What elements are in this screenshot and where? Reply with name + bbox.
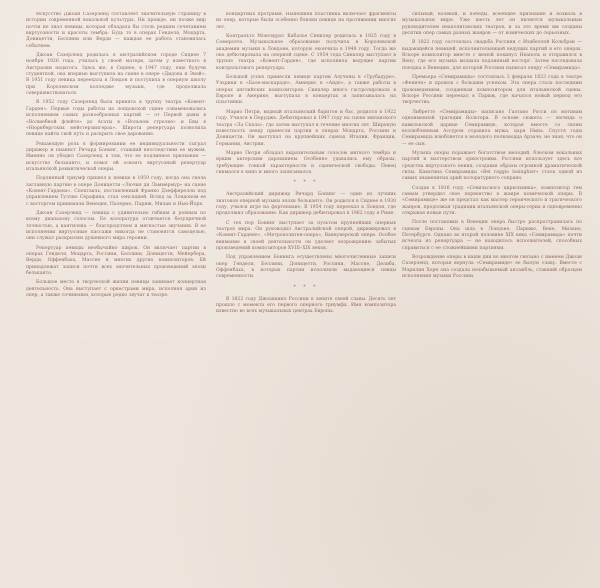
paragraph: Подлинный триумф пришел к певице в 1959 году, когда она спела заглавную партию в опере Доницетти «Лючия ди Ламмермур» на сцене «Ковент-Гардена». Спектакль, поставленный Франко Дзеффирелли под управлением Туллио Серафина, стал сенсацией. Вслед за Лондоном ее с восторгом принимали Венеция, Палермо, Париж, Милан и Нью-Йорк. <box>26 176 206 207</box>
paragraph: Марио Петри обладал выразительным голосом мягкого тембра и ярким актерским дарованием. Особенно удавались ему образы, требующие тонкой характерности и сценической свободы. Певец снимался в кино и много записывался. <box>216 150 396 175</box>
paragraph: В 1822 году Джоаккино Россини в зените своей славы. Десять лет прошло с момента его первого оперного триумфа. Имя композитора известно во всех музыкальных центрах Европы. <box>216 296 396 315</box>
text-column-right <box>402 12 582 578</box>
paragraph: В 1952 году Сазерленд была принята в труппу театра «Ковент-Гарден». Первые годы работы на лондонской сцене ознаменовались исполнением самых разнообразных партий — от Первой дамы в «Волшебной флейте» до Агаты в «Вольном стрелке» и Евы в «Нюрнбергских мейстерзингерах». Широта репертуара позволила певице найти свой путь и раскрыть свое дарование. <box>26 100 206 138</box>
paragraph: сильный, волевой, и победы, всеобщее признание и похвала в музыкальном мире. Уже шесть лет он является музыкальным руководителем неаполитанских театров, и за это время им созданы десятки опер самых разных жанров — от комических до серьезных. <box>402 12 582 37</box>
paragraph: концертных программ. Нынешняя пластинка включает фрагменты из опер, которые были особенно близки певице на протяжении многих лет. <box>216 12 396 30</box>
paragraph: Под управлением Бонинга осуществлены многочисленные записи опер Генделя, Беллини, Доницетти, Россини, Массне, Делиба, Оффенбаха, в которых партии исполняли выдающиеся певцы современности. <box>216 255 396 280</box>
paragraph: Репертуар певицы необычайно широк. Он включает партии в операх Генделя, Моцарта, Россини, Беллини, Доницетти, Мейербера, Верди, Оффенбаха, Массне и многих других композиторов. Ей принадлежат записи почти всех значительных произведений эпохи бельканто. <box>26 245 206 277</box>
paragraph: Контральто Монсеррат Кабалье Синклер родилась в 1925 году в Сомерсете. Музыкальное образование получила в Королевской академии музыки в Лондоне, которую окончила в 1948 году. Тогда же она дебютировала на оперной сцене. С 1954 года Синклер выступает в труппе театра «Ковент-Гарден», где исполнила ведущие партии контральтового репертуара. <box>216 34 396 71</box>
paragraph: В 1822 году состоялась свадьба Россини с Изабеллой Кольбран — выдающейся певицей, исполнительницей ведущих партий в его операх. Вскоре композитор вместе с женой покинул Неаполь и отправился в Вену, где его музыка вызвала подлинный восторг. Затем последовала поездка в Венецию, для которой Россини написал оперу «Семирамида». <box>402 40 582 71</box>
paragraph: Либретто «Семирамиды» написано Гаэтано Росси по мотивам одноименной трагедии Вольтера. В основе сюжета — легенда о вавилонской царице Семирамиде, которая вместе со своим возлюбленным Ассуром отравила мужа, царя Нина. Спустя годы Семирамида влюбляется в молодого полководца Арзаче, не зная, что он — ее сын. <box>402 109 582 147</box>
paragraph: С тех пор Бонинг выступает за пультом крупнейших оперных театров мира. Он руководил Австралийской оперой, дирижировал в «Ковент-Гардене», «Метрополитен-опера», Ванкуверской опере. Особое внимание в своей деятельности он уделяет возрождению забытых произведений композиторов XVIII–XIX веков. <box>216 220 396 251</box>
section-separator: * * * <box>293 180 319 186</box>
paragraph: Решающую роль в формировании ее индивидуальности сыграл дирижер и пианист Ричард Бонинг, ставший впоследствии ее мужем. Именно он убедил Сазерленд в том, что ее подлинное призвание — искусство бельканто, и помог ей освоить виртуозный репертуар итальянской романтической оперы. <box>26 141 206 172</box>
paragraph: Создав в 1816 году «Севильского цирюльника», композитор тем самым утвердил свое первенство в жанре комической оперы. В «Семирамиде» же он предстал как мастер героического и трагического жанров, продолжая традиции итальянской оперы-сериа и одновременно открывая новые пути. <box>402 185 582 216</box>
paragraph: Джоан Сазерленд — певица с удивительно гибким и ровным по всему диапазону голосом. Ее колоратура отличается безупречной точностью, а кантилена — благородством и мягкостью звучания. В ее исполнении виртуозные пассажи никогда не становятся самоцелью, они служат раскрытию душевного мира героини. <box>26 210 206 242</box>
paragraph: Музыка оперы поражает богатством мелодий, блеском вокальных партий и мастерством оркестровки. Россини использует здесь все средства виртуозного пения, создавая образы огромной драматической силы. Каватина Семирамиды «Bel raggio lusinghier» стала одной из самых знаменитых арий колоратурного сопрано. <box>402 150 582 182</box>
paragraph: Австралийский дирижер Ричард Бонинг — один из лучших знатоков оперной музыки эпохи бельканто. Он родился в Сиднее в 1930 году, учился игре на фортепиано. В 1954 году переехал в Лондон, где продолжил образование. Как дирижер дебютировал в 1962 году в Риме. <box>216 192 396 217</box>
paragraph: После постановки в Венеции опера быстро распространилась по сценам Европы. Она шла в Лондоне, Париже, Вене, Милане, Петербурге. Однако во второй половине XIX века «Семирамида» почти исчезла из репертуара — не находилось исполнителей, способных справиться с ее сложнейшими партиями. <box>402 220 582 251</box>
text-column-middle <box>216 12 396 578</box>
paragraph: Джоан Сазерленд родилась в австралийском городе Сиднее 7 ноября 1926 года, училась у своей матери, затем у известного в Австралии педагога. Здесь же, в Сиднее, в 1947 году, еще будучи студенткой, она впервые выступила на сцене в опере «Дидона и Эней». В 1951 году певица переехала в Лондон и поступила в оперную школу при Королевском колледже музыки, где продолжала совершенствоваться. <box>26 53 206 97</box>
paragraph: Марио Петри, видный итальянский баритон и бас, родился в 1922 году. Учился в Перудже. Дебютировал в 1947 году на сцене миланского театра «Ла Скала», где затем выступал в течение многих лет. Широкую известность певцу принесли партии в операх Моцарта, Россини и Доницетти. Он выступал на крупнейших сценах Италии, Франции, Германии, Австрии. <box>216 109 396 147</box>
paragraph: Большой успех принесли певице партии Азучены в «Трубадуре», Ульрики в «Бале-маскараде», Амнерис в «Аиде», а также работы в операх английских композиторов. Синклер много гастролировала в Европе и Америке, выступала в концертах и записывалась на пластинки. <box>216 75 396 106</box>
section-separator: * * * <box>293 284 319 290</box>
paragraph: Премьера «Семирамиды» состоялась 3 февраля 1823 года в театре «Фениче» и прошла с большим успехом. Эта опера стала последним произведением, созданным композитором для итальянской сцены. Вскоре Россини переехал в Париж, где начался новый период его творчества. <box>402 75 582 106</box>
paragraph: Искусство Джоан Сазерленд составляет значительную страницу в истории современной вокальной культуры. Ни прежде, ни позже мир почти не знал певицы, которая обладала бы столь редким сочетанием виртуозности и красоты тембра. Будь то в операх Генделя, Моцарта, Доницетти, Беллини или Верди — каждая ее работа становилась событием. <box>26 12 206 49</box>
paragraph: Возрождение оперы в наши дни во многом связано с именем Джоан Сазерленд, которая вернула «Семирамиде» ее былую славу. Вместе с Мэрилин Хорн она создала незабываемый ансамбль, ставший образцом исполнения музыки Россини. <box>402 255 582 280</box>
text-column-left <box>26 12 206 578</box>
paragraph: Большое место в творческой жизни певицы занимает концертная деятельность. Она выступает с оркестрами мира, исполняя арии из опер, а также сочинения, которые редко звучат в театре. <box>26 280 206 299</box>
